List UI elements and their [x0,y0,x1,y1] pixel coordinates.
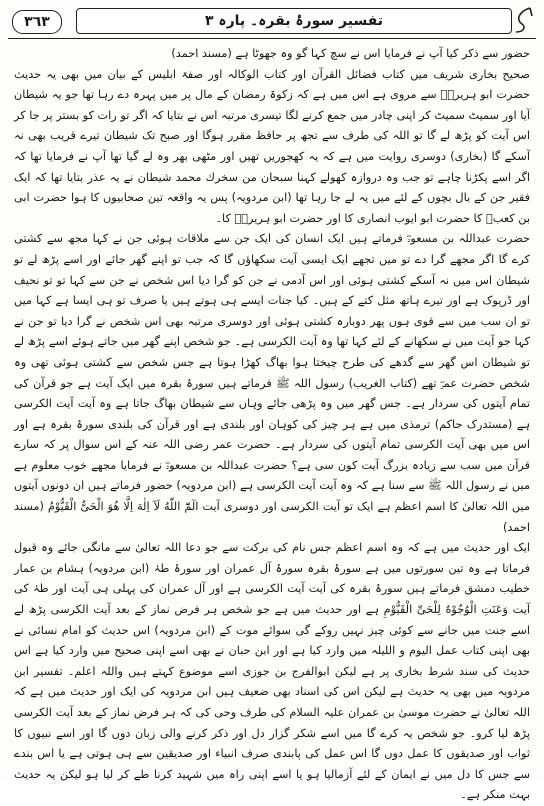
paragraph: حضور سے ذکر کیا آپ نے فرمایا اس نے سچ کہا گو وہ جھوٹا ہے (مسند احمد) [171,47,530,60]
running-title: تفسیر سورۂ بقرہ۔ پارہ ٣ [76,8,512,34]
header-divider [8,38,536,39]
paragraph: ایک اور حدیث میں ہے کہ وہ اسم اعظم جس نام کی برکت سے جو دعا اللہ تعالیٰ سے مانگی جائے وہ قبول فرماتا ہے وہ تین سورتوں میں ہے سورۂ بقرہ سورۂ آل عمران اور سورۂ طہٰ (ابن مردویہ) ہشام بن عمار خطیب دمشق فرماتے ہیں سورۂ بقرہ کی آیت آیت الکرسی ہے اور آل عمران کی پہلی ہی آیت اور طہٰ کی آیت وَعَنَتِ الْوُجُوْهُ لِلْحَیِّ الْقَیُّوْمِ ہے اور حدیث میں ہے جو شخص ہر فرض نماز کے بعد آیت الکرسی پڑھ لے اسے جنت میں جانے سے کوئی چیز نہیں روکے گی سوائے موت کے (ابن مردویہ) اس حدیث کو امام نسائی نے بھی اپنی کتاب عمل الیوم و اللیلہ میں وارد کیا ہے اور ابن حبان نے بھی اسے اپنی صحیح میں وارد کیا ہے اس حدیث کی سند شرط بخاری پر ہے لیکن ابوالفرج بن جوزی اسے موضوع کہتے ہیں واللہ اعلم۔ تفسیر ابن مردویہ میں بھی یہ حدیث ہے لیکن اس کی اسناد بھی ضعیف ہیں ابن مردویہ کی ایک اور حدیث میں ہے کہ اللہ تعالیٰ نے حضرت موسیٰ بن عمران علیہ السلام کی طرف وحی کی کہ ہر فرض نماز کے بعد آیت الکرسی پڑھ لیا کرو۔ جو شخص یہ کرے گا میں اسے شکر گزار دل اور ذکر کرنے والی زبان دوں گا اور اسے نبیوں کا ثواب اور صدیقوں کا عمل دوں گا اس عمل کی پابندی صرف انبیاء اور صدیقین سے ہی ہوتی ہے یا اس بندے سے جس کا دل میں نے ایمان کے لئے آزمالیا ہو یا اسے اپنی راہ میں شہید کرنا طے کر لیا ہو لیکن یہ حدیث بہت منکر ہے۔ [14,541,530,802]
page-number: ٣٦٣ [12,10,62,34]
paragraph: صحیح بخاری شریف میں کتاب فضائل القرآن اور کتاب الوکالہ اور صفۃ ابلیس کے بیان میں بھی یہ حدیث حضرت ابو ہریرہؓ سے مروی ہے اس میں ہے کہ زکوۃ رمضان کے مال پر میں پہرہ دے رہا تھا جو یہ شیطان آیا اور سمیٹ سمیٹ کر اپنی چادر میں جمع کرنے لگا تیسری مرتبہ اس نے بتایا کہ اگر تو رات کو بستر پر جا کر اس آیت کو پڑھ لے گا تو اللہ کی طرف سے تجھ پر حافظ مقرر ہوگا اور صبح تک شیطان تیرے قریب بھی نہ آسکے گا (بخاری) دوسری روایت میں ہے کہ یہ کھجوریں تھیں اور مٹھی بھر وہ لے گیا تھا آپ نے فرمایا تھا کہ اگر اسے پکڑنا چاہے تو جب وہ دروازہ کھولے کہنا سبحان من سخرك محمد شیطان نے یہ عذر بتایا تھا کہ ایک فقیر جن کے بال بچوں کے لئے میں یہ لے جا رہا تھا (ابن مردویہ) پس یہ واقعہ تین صحابیوں کا ہوا حضرت ابی بن کعبؓ کا حضرت ابو ایوب انصاری کا اور حضرت ابو ہریرہؓ کا۔ [14,67,530,225]
page-header [8,6,536,36]
paragraph: حضرت عبداللہ بن مسعودؓ فرماتے ہیں ایک انسان کی ایک جن سے ملاقات ہوئی جن نے کہا مجھ سے کشتی کرے گا اگر مجھے گرا دے تو میں تجھے ایک ایسی آیت سکھاؤں گا کہ جب تو اپنے گھر جائے اور اسے پڑھ لے تو شیطان اس میں نہ آسکے کشتی ہوئی اور اس آدمی نے جن کو گرا دیا اس شخص نے جن سے کہا تو تو نحیف اور ڈرپوک ہے اور تیرے ہاتھ مثل کتے کے ہیں۔ کیا جنات ایسے ہی ہوتے ہیں یا صرف تو ہی ایسا ہے کہا میں تو ان سب میں سے قوی ہوں پھر دوبارہ کشتی ہوئی اور دوسری مرتبہ بھی اس شخص نے گرا دیا تو جن نے کہا جو آیت میں نے سکھانے کے لئے کہا تھا وہ آیت الکرسی ہے۔ جو شخص اپنے گھر میں جاتے ہوئے اسے پڑھ لے تو شیطان اس گھر سے گدھے کی طرح چیختا ہوا بھاگ کھڑا ہوتا ہے جس شخص سے کشتی ہوئی تھی وہ شخص حضرت عمرؓ تھے (کتاب الغریب) رسول اللہ ﷺ فرماتے ہیں سورۂ بقرہ میں ایک آیت ہے جو قرآن کی تمام آیتوں کی سردار ہے۔ جس گھر میں وہ پڑھی جائے وہاں سے شیطان بھاگ جاتا ہے وہ آیت آیت الکرسی ہے (مستدرک حاکم) ترمذی میں ہے ہر چیز کی کوہان اور بلندی ہے اور قرآن کی بلندی سورۂ بقرہ ہے اور اس میں بھی آیت الکرسی تمام آیتوں کی سردار ہے۔ حضرت عمر رضی اللہ عنہ کے اس سوال پر کہ سارے قرآن میں سب سے زیادہ بزرگ آیت کون سی ہے؟ حضرت عبداللہ بن مسعودؓ نے فرمایا مجھے خوب معلوم ہے میں نے رسول اللہ ﷺ سے سنا ہے کہ وہ آیت آیت الکرسی ہے (ابن مردویہ) حضور فرماتے ہیں ان دونوں آیتوں میں اللہ تعالیٰ کا اسم اعظم ہے ایک تو آیت الکرسی اور دوسری آیت الٓمّٓ اللّٰهُ لَآ اِلٰهَ اِلَّا هُوَ الْحَیُّ الْقَیُّوْمُ (مسند احمد) [14,232,530,534]
page-body [14,44,530,802]
ornament-icon [512,6,534,34]
